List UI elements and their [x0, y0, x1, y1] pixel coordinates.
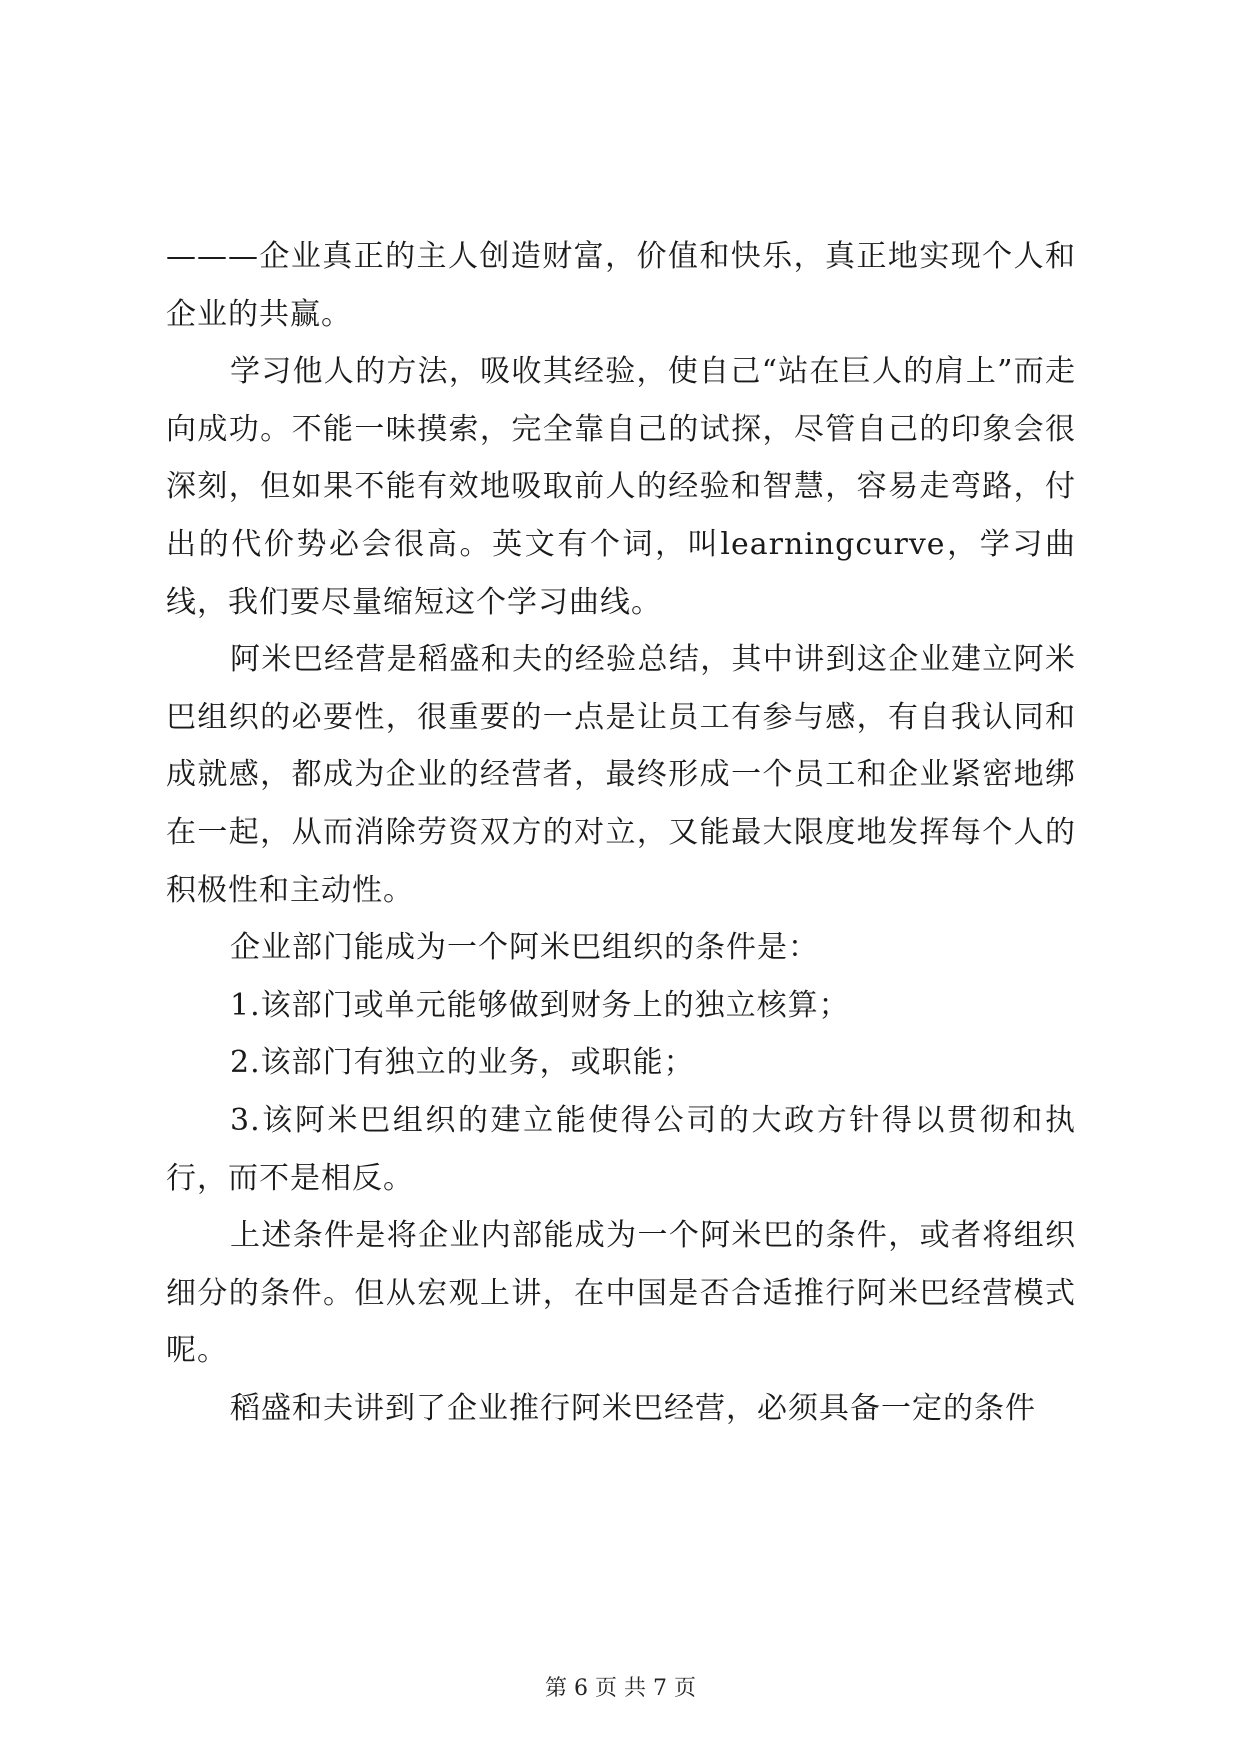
paragraph: 学习他人的方法，吸收其经验，使自己“站在巨人的肩上”而走向成功。不能一味摸索，完全靠自己的试探，尽管自己的印象会很深刻，但如果不能有效地吸取前人的经验和智慧，容易走弯路，付出的代价势必会很高。英文有个词，叫learningcurve，学习曲线，我们要尽量缩短这个学习曲线。: [166, 354, 1076, 620]
paragraph: 上述条件是将企业内部能成为一个阿米巴的条件，或者将组织细分的条件。但从宏观上讲，在中国是否合适推行阿米巴经营模式呢。: [166, 1218, 1076, 1369]
document-body: [166, 228, 1076, 1437]
list-item: 1.该部门或单元能够做到财务上的独立核算；: [230, 987, 850, 1023]
paragraph: 阿米巴经营是稻盛和夫的经验总结，其中讲到这企业建立阿米巴组织的必要性，很重要的一点是让员工有参与感，有自我认同和成就感，都成为企业的经营者，最终形成一个员工和企业紧密地绑在一起，从而消除劳资双方的对立，又能最大限度地发挥每个人的积极性和主动性。: [166, 642, 1076, 908]
paragraph: 稻盛和夫讲到了企业推行阿米巴经营，必须具备一定的条件: [230, 1390, 1036, 1426]
paragraph: ———企业真正的主人创造财富，价值和快乐，真正地实现个人和企业的共赢。: [166, 239, 1076, 332]
list-item: 2.该部门有独立的业务，或职能；: [230, 1045, 695, 1081]
paragraph: 企业部门能成为一个阿米巴组织的条件是：: [230, 930, 819, 966]
list-item: 3.该阿米巴组织的建立能使得公司的大政方针得以贯彻和执行，而不是相反。: [166, 1102, 1076, 1196]
page-number-footer: 第 6 页 共 7 页: [545, 1676, 696, 1701]
